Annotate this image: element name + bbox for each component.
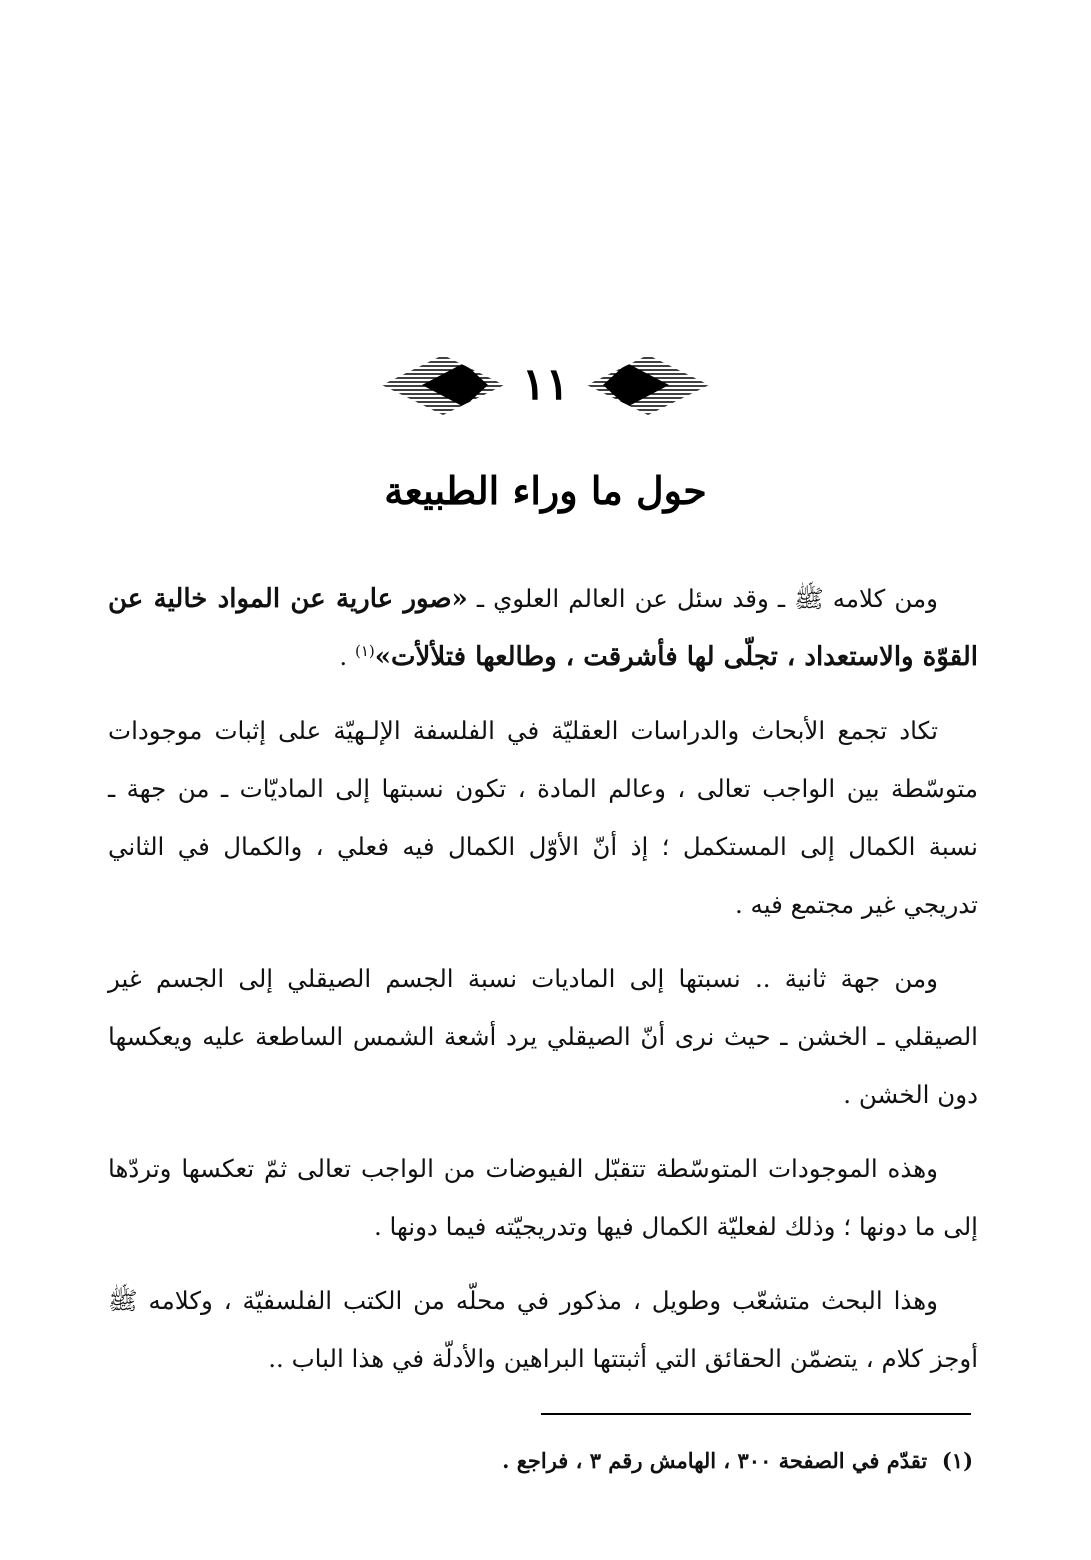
paragraph-3: ومن جهة ثانية .. نسبتها إلى الماديات نسبة الجسم الصيقلي إلى الجسم غير الصيقلي ـ الخشن ـ حيث نرى أنّ الصيقلي يرد أشعة الشمس الساطعة عليه ويعكسها دون الخشن . xyxy=(108,964,978,1109)
chapter-ornament xyxy=(0,335,1091,435)
chapter-title: حول ما وراء الطبيعة xyxy=(384,468,707,513)
paragraph-2: تكاد تجمع الأبحاث والدراسات العقليّة في الفلسفة الإلـهيّة على إثبات موجودات متوسّطة بين الواجب تعالى ، وعالم المادة ، تكون نسبتها إلى الماديّات ـ من جهة ـ نسبة الكمال إلى المستكمل ؛ إذ أنّ الأوّل الكمال فيه فعلي ، والكمال في الثاني تدريجي غير مجتمع فيه . xyxy=(108,716,978,919)
quote-text: «صور عارية عن المواد خالية عن القوّة والاستعداد ، تجلّى لها فأشرقت ، وطالعها فتلألأت» xyxy=(108,584,978,672)
footnote-divider xyxy=(541,1413,971,1415)
footnote-text: تقدّم في الصفحة ٣٠٠ ، الهامش رقم ٣ ، فراجع . xyxy=(502,1448,928,1473)
paragraph-quote xyxy=(108,570,978,686)
diamond-ornament-right-icon xyxy=(587,355,709,415)
chapter-number: ١١ xyxy=(521,359,570,410)
footnote-marker: (١) xyxy=(941,1448,973,1473)
footnote-reference[interactable]: (١) xyxy=(354,641,375,660)
body-text xyxy=(108,570,978,1404)
paragraph-4: وهذه الموجودات المتوسّطة تتقبّل الفيوضات من الواجب تعالى ثمّ تعكسها وتردّها إلى ما دونها ؛ وذلك لفعليّة الكمال فيها وتدريجيّته فيما دونها . xyxy=(108,1154,978,1241)
footnote xyxy=(103,1448,973,1473)
quote-intro: ومن كلامه ﷺ ـ وقد سئل عن العالم العلوي ـ xyxy=(467,584,938,613)
paragraph-5: وهذا البحث متشعّب وطويل ، مذكور في محلّه من الكتب الفلسفيّة ، وكلامه ﷺ أوجز كلام ، يتضمّن الحقائق التي أثبتتها البراهين والأدلّة في هذا الباب .. xyxy=(108,1286,978,1373)
diamond-ornament-left-icon xyxy=(382,355,504,415)
quote-end: . xyxy=(339,642,355,671)
